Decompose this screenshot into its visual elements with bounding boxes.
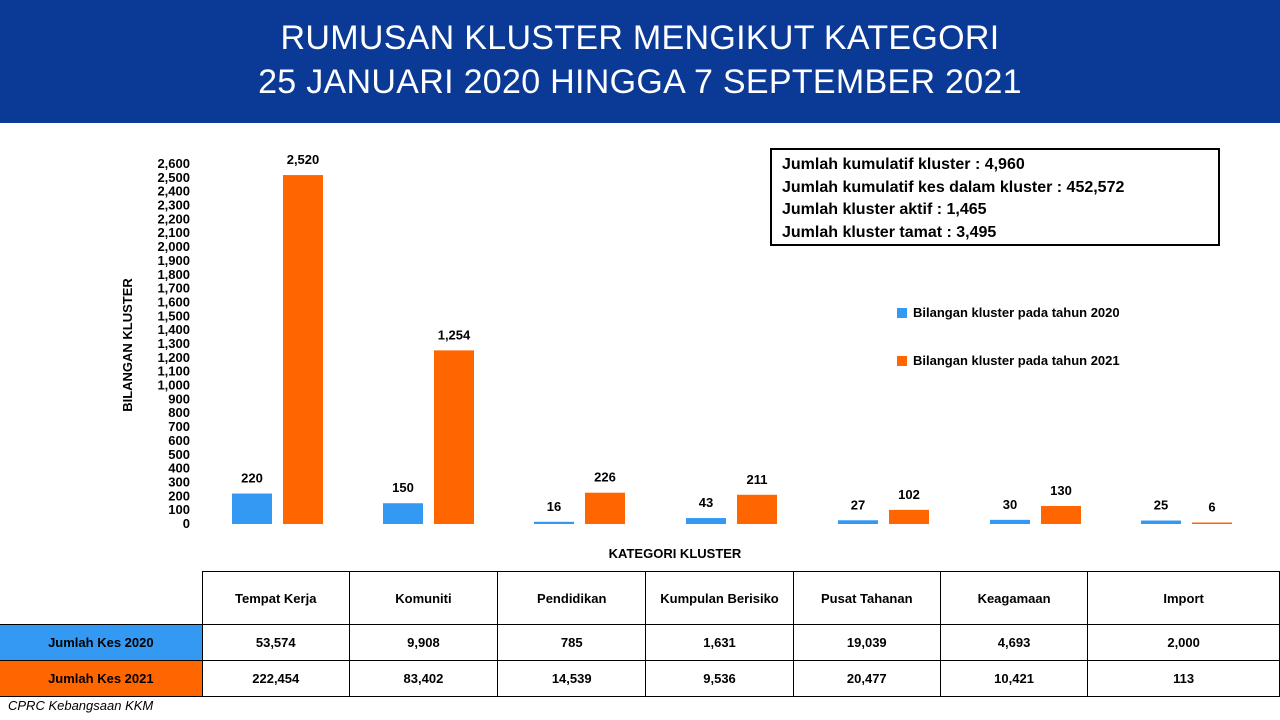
table-cell: 113 — [1088, 661, 1280, 697]
y-tick-label: 2,600 — [157, 156, 190, 171]
title-line-2: 25 JANUARI 2020 HINGGA 7 SEPTEMBER 2021 — [258, 63, 1022, 101]
y-tick-label: 1,000 — [157, 377, 190, 393]
data-label-2021-1: 1,254 — [437, 327, 471, 343]
y-tick-label: 800 — [168, 405, 190, 421]
y-tick-label: 2,500 — [157, 169, 190, 185]
table-corner — [0, 572, 202, 625]
bar-2020-2 — [534, 522, 574, 524]
table-cell: 9,536 — [646, 661, 793, 697]
y-tick-label: 1,200 — [157, 349, 190, 365]
summary-cumulative-clusters: Jumlah kumulatif kluster : 4,960 — [782, 156, 1025, 173]
table-header-cell: Import — [1088, 572, 1280, 625]
y-tick-label: 1,300 — [157, 336, 190, 351]
bar-2020-0 — [232, 494, 272, 524]
bar-2021-4 — [889, 510, 929, 524]
title-banner — [0, 0, 1280, 123]
y-tick-label: 200 — [168, 488, 190, 504]
y-tick-label: 100 — [168, 502, 190, 518]
case-table — [0, 571, 1280, 697]
table-header-cell: Komuniti — [349, 572, 497, 625]
table-cell: 785 — [498, 625, 646, 661]
table-header-cell: Tempat Kerja — [202, 572, 349, 625]
bar-2020-4 — [838, 520, 878, 524]
table-cell: 53,574 — [202, 625, 349, 661]
legend-label-2021: Bilangan kluster pada tahun 2021 — [913, 353, 1120, 368]
bar-2021-1 — [434, 350, 474, 524]
data-label-2020-1: 150 — [392, 480, 414, 496]
y-tick-label: 1,500 — [157, 308, 190, 324]
data-label-2020-0: 220 — [241, 470, 263, 486]
summary-active-clusters: Jumlah kluster aktif : 1,465 — [782, 201, 987, 218]
table-cell: 9,908 — [349, 625, 497, 661]
y-tick-label: 0 — [182, 516, 190, 531]
table-cell: 10,421 — [940, 661, 1087, 697]
table-cell: 2,000 — [1088, 625, 1280, 661]
y-tick-label: 900 — [168, 391, 190, 407]
data-label-2021-0: 2,520 — [286, 152, 320, 168]
table-cell: 14,539 — [498, 661, 646, 697]
summary-cumulative-cases: Jumlah kumulatif kes dalam kluster : 452,572 — [782, 178, 1125, 196]
legend-item-2020 — [897, 305, 1120, 320]
x-axis-label: KATEGORI KLUSTER — [608, 546, 742, 561]
table-row — [0, 625, 1280, 661]
table-cell: 83,402 — [349, 661, 497, 697]
bar-2021-6 — [1192, 523, 1232, 525]
table-header-cell: Keagamaan — [940, 572, 1087, 625]
table-cell: 222,454 — [202, 661, 349, 697]
y-tick-label: 700 — [168, 419, 190, 435]
y-tick-label: 400 — [168, 460, 190, 476]
summary-ended-clusters: Jumlah kluster tamat : 3,495 — [782, 223, 997, 241]
table-header-row — [0, 572, 1280, 625]
y-tick-label: 2,200 — [157, 211, 190, 227]
y-tick-label: 1,800 — [157, 266, 190, 282]
y-tick-label: 600 — [168, 432, 190, 448]
bar-2020-3 — [686, 518, 726, 524]
data-label-2020-4: 27 — [850, 497, 866, 513]
y-tick-label: 2,000 — [157, 239, 190, 255]
summary-box — [770, 148, 1220, 246]
legend-label-2020: Bilangan kluster pada tahun 2020 — [913, 305, 1120, 320]
data-label-2020-2: 16 — [546, 498, 562, 514]
y-tick-label: 2,300 — [157, 197, 190, 213]
table-row-label: Jumlah Kes 2021 — [0, 661, 202, 697]
title-line-1: RUMUSAN KLUSTER MENGIKUT KATEGORI — [280, 19, 1000, 57]
data-label-2021-5: 130 — [1050, 483, 1072, 498]
bar-2020-1 — [383, 503, 423, 524]
bar-2021-0 — [283, 175, 323, 524]
table-header-cell: Kumpulan Berisiko — [646, 572, 793, 625]
table-cell: 4,693 — [940, 625, 1087, 661]
table-cell: 1,631 — [646, 625, 793, 661]
table-cell: 19,039 — [793, 625, 940, 661]
data-label-2020-6: 25 — [1153, 497, 1169, 513]
y-tick-label: 2,100 — [157, 225, 190, 241]
y-tick-label: 300 — [168, 474, 190, 490]
data-label-2021-3: 211 — [746, 471, 768, 487]
table-header-cell: Pendidikan — [498, 572, 646, 625]
data-label-2021-6: 6 — [1208, 499, 1216, 515]
data-label-2020-3: 43 — [698, 495, 714, 511]
bar-2020-5 — [990, 520, 1030, 524]
bar-2020-6 — [1141, 521, 1181, 524]
y-tick-label: 1,100 — [157, 363, 190, 379]
data-label-2021-4: 102 — [898, 486, 920, 502]
y-tick-label: 1,400 — [157, 322, 190, 338]
y-tick-label: 500 — [168, 446, 190, 462]
y-tick-label: 1,900 — [157, 252, 190, 268]
table-row-label: Jumlah Kes 2020 — [0, 625, 202, 661]
table-header-cell: Pusat Tahanan — [793, 572, 940, 625]
bar-2021-2 — [585, 493, 625, 524]
y-tick-label: 1,700 — [157, 280, 190, 296]
y-tick-label: 1,600 — [157, 294, 190, 310]
source-note: CPRC Kebangsaan KKM — [8, 698, 154, 713]
y-axis-label: BILANGAN KLUSTER — [120, 278, 135, 412]
bar-2021-5 — [1041, 506, 1081, 524]
data-label-2020-5: 30 — [1002, 496, 1018, 512]
data-label-2021-2: 226 — [594, 469, 616, 485]
legend-item-2021 — [897, 353, 1120, 368]
legend-swatch-2020 — [897, 308, 907, 318]
table-row — [0, 661, 1280, 697]
table-cell: 20,477 — [793, 661, 940, 697]
legend-swatch-2021 — [897, 356, 907, 366]
bar-2021-3 — [737, 495, 777, 524]
y-tick-label: 2,400 — [157, 183, 190, 199]
